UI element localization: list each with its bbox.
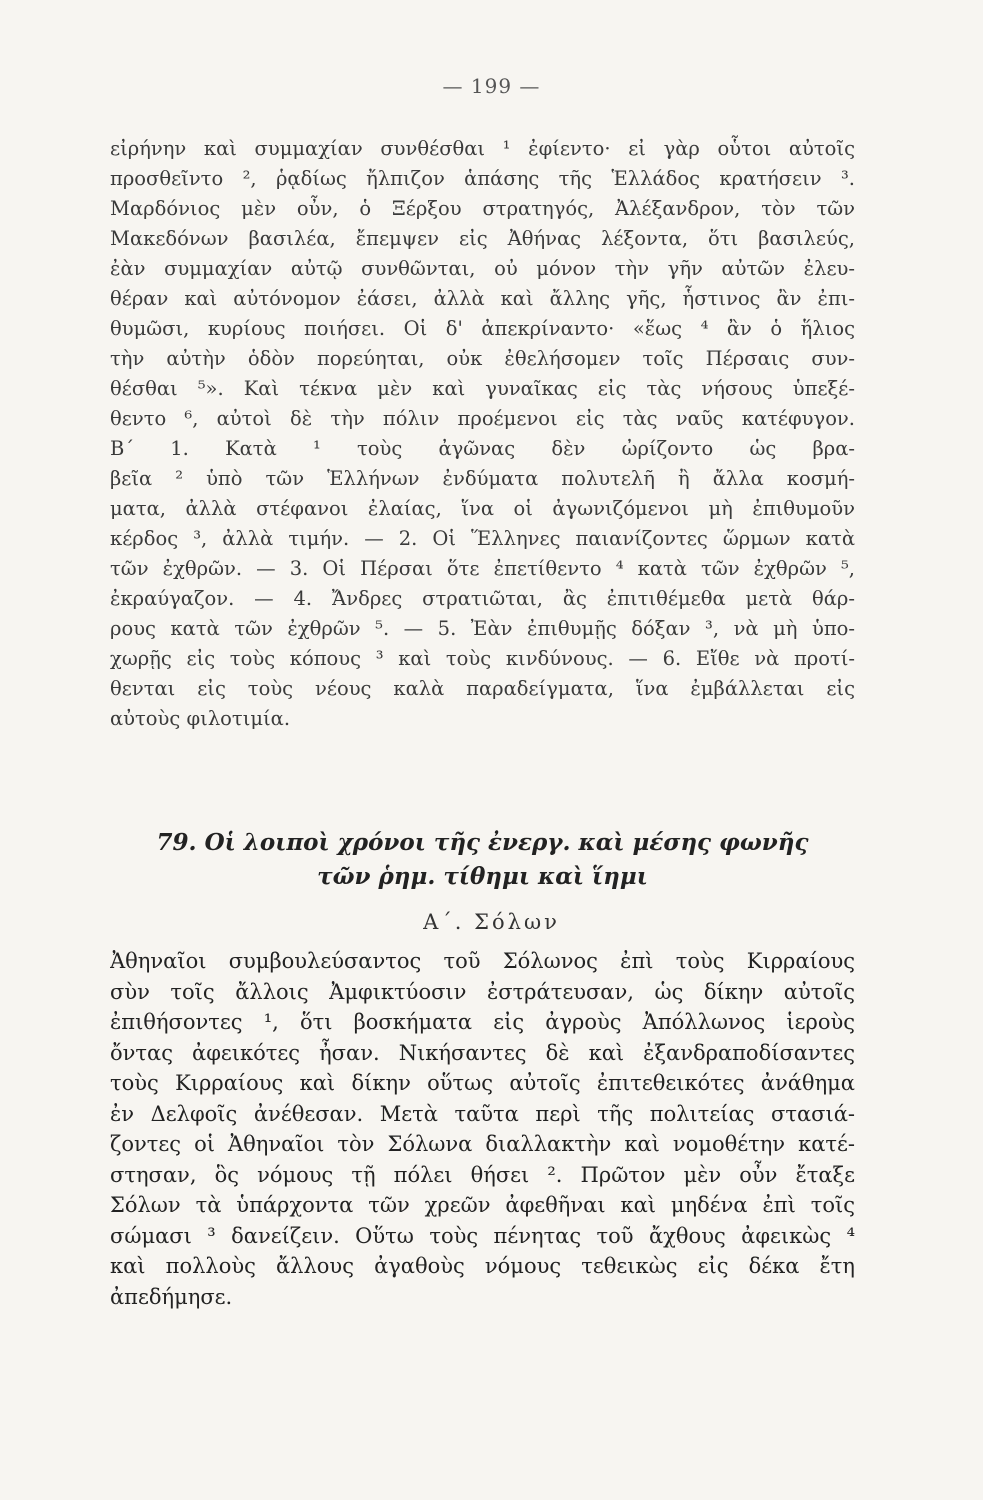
text-line: καὶ πολλοὺς ἄλλους ἀγαθοὺς νόμους τεθεικὼς εἰς δέκα ἔτη <box>110 1254 855 1278</box>
text-line: θενται εἰς τοὺς νέους καλὰ παραδείγματα, ἵνα ἐμβάλλεται εἰς <box>110 677 855 700</box>
section-heading-line-2: τῶν ῥημ. τίθημι καὶ ἵημι <box>317 863 648 890</box>
reading-text <box>110 946 855 1312</box>
exercise-text <box>110 134 855 734</box>
text-line: Μαρδόνιος μὲν οὖν, ὁ Ξέρξου στρατηγός, Ἀλέξανδρον, τὸν τῶν <box>110 197 855 220</box>
text-line: ἐπιθήσοντες ¹, ὅτι βοσκήματα εἰς ἀγροὺς Ἀπόλλωνος ἱεροὺς <box>110 1010 855 1034</box>
text-line: εἰρήνην καὶ συμμαχίαν συνθέσθαι ¹ ἐφίεντο· εἰ γὰρ οὗτοι αὐτοῖς <box>110 137 855 160</box>
text-line: ἀπεδήμησε. <box>110 1284 233 1309</box>
text-line: βεῖα ² ὑπὸ τῶν Ἑλλήνων ἐνδύματα πολυτελῆ ἢ ἄλλα κοσμή- <box>110 467 855 490</box>
text-line: ἐν Δελφοῖς ἀνέθεσαν. Μετὰ ταῦτα περὶ τῆς πολιτείας στασιά- <box>110 1101 855 1126</box>
text-line: προσθεῖντο ², ῥᾳδίως ἤλπιζον ἁπάσης τῆς Ἑλλάδος κρατήσειν ³. <box>110 167 855 190</box>
section-heading <box>110 826 855 894</box>
text-line: θυμῶσι, κυρίους ποιήσει. Οἱ δ' ἀπεκρίναντο· «ἕως ⁴ ἂν ὁ ἥλιος <box>110 317 855 340</box>
text-line: Μακεδόνων βασιλέα, ἔπεμψεν εἰς Ἀθήνας λέξοντα, ὅτι βασιλεύς, <box>110 227 855 250</box>
text-line: τοὺς Κιρραίους καὶ δίκην οὕτως αὐτοῖς ἐπιτεθεικότες ἀνάθημα <box>110 1071 855 1095</box>
text-line: ὄντας ἀφεικότες ἦσαν. Νικήσαντες δὲ καὶ ἐξανδραποδίσαντες <box>110 1040 855 1065</box>
page-number: — 199 — <box>442 74 541 98</box>
text-line: θέσθαι ⁵». Καὶ τέκνα μὲν καὶ γυναῖκας εἰς τὰς νήσους ὑπεξέ- <box>110 377 855 400</box>
text-line: ἐκραύγαζον. — 4. Ἄνδρες στρατιῶται, ἂς ἐπιτιθέμεθα μετὰ θάρ- <box>110 587 855 610</box>
section-heading-line-1: 79. Οἱ λοιποὶ χρόνοι τῆς ἐνεργ. καὶ μέσης φωνῆς <box>156 829 809 856</box>
text-line: ματα, ἀλλὰ στέφανοι ἐλαίας, ἵνα οἱ ἀγωνιζόμενοι μὴ ἐπιθυμοῦν <box>110 497 855 520</box>
text-line: κέρδος ³, ἀλλὰ τιμήν. — 2. Οἱ Ἕλληνες παιανίζοντες ὥρμων κατὰ <box>110 527 855 550</box>
text-line: χωρῇς εἰς τοὺς κόπους ³ καὶ τοὺς κινδύνους. — 6. Εἴθε νὰ προτί- <box>110 647 855 670</box>
text-line: Ἀθηναῖοι συμβουλεύσαντος τοῦ Σόλωνος ἐπὶ τοὺς Κιρραίους <box>110 949 855 973</box>
text-line: τὴν αὐτὴν ὁδὸν πορεύηται, οὐκ ἐθελήσομεν τοῖς Πέρσαις συν- <box>110 347 855 370</box>
text-line: θέραν καὶ αὐτόνομον ἐάσει, ἀλλὰ καὶ ἄλλης γῆς, ἧστινος ἂν ἐπι- <box>110 287 855 310</box>
text-line: θεντο ⁶, αὐτοὶ δὲ τὴν πόλιν προέμενοι εἰς τὰς ναῦς κατέφυγον. <box>110 407 855 430</box>
text-line: σὺν τοῖς ἄλλοις Ἀμφικτύοσιν ἐστράτευσαν, ὡς δίκην αὐτοῖς <box>110 979 855 1004</box>
subheading: Α΄. Σόλων <box>423 910 560 934</box>
text-line: ἐὰν συμμαχίαν αὐτῷ συνθῶνται, οὐ μόνον τὴν γῆν αὐτῶν ἐλευ- <box>110 257 855 280</box>
text-line: σώμασι ³ δανείζειν. Οὕτω τοὺς πένητας τοῦ ἄχθους ἀφεικὼς ⁴ <box>110 1223 855 1248</box>
text-line: Β΄ 1. Κατὰ ¹ τοὺς ἀγῶνας δὲν ὠρίζοντο ὡς βρα- <box>110 437 855 460</box>
text-line: ζοντες οἱ Ἀθηναῖοι τὸν Σόλωνα διαλλακτὴν καὶ νομοθέτην κατέ- <box>110 1132 855 1156</box>
text-line: αὐτοὺς φιλοτιμία. <box>110 707 291 730</box>
text-line: τῶν ἐχθρῶν. — 3. Οἱ Πέρσαι ὅτε ἐπετίθεντο ⁴ κατὰ τῶν ἐχθρῶν ⁵, <box>110 557 855 580</box>
text-line: Σόλων τὰ ὑπάρχοντα τῶν χρεῶν ἀφεθῆναι καὶ μηδένα ἐπὶ τοῖς <box>110 1193 855 1217</box>
text-line: στησαν, ὃς νόμους τῇ πόλει θήσει ². Πρῶτον μὲν οὖν ἔταξε <box>110 1162 855 1187</box>
text-line: ρους κατὰ τῶν ἐχθρῶν ⁵. — 5. Ἐὰν ἐπιθυμῇς δόξαν ³, νὰ μὴ ὑπο- <box>110 617 855 640</box>
